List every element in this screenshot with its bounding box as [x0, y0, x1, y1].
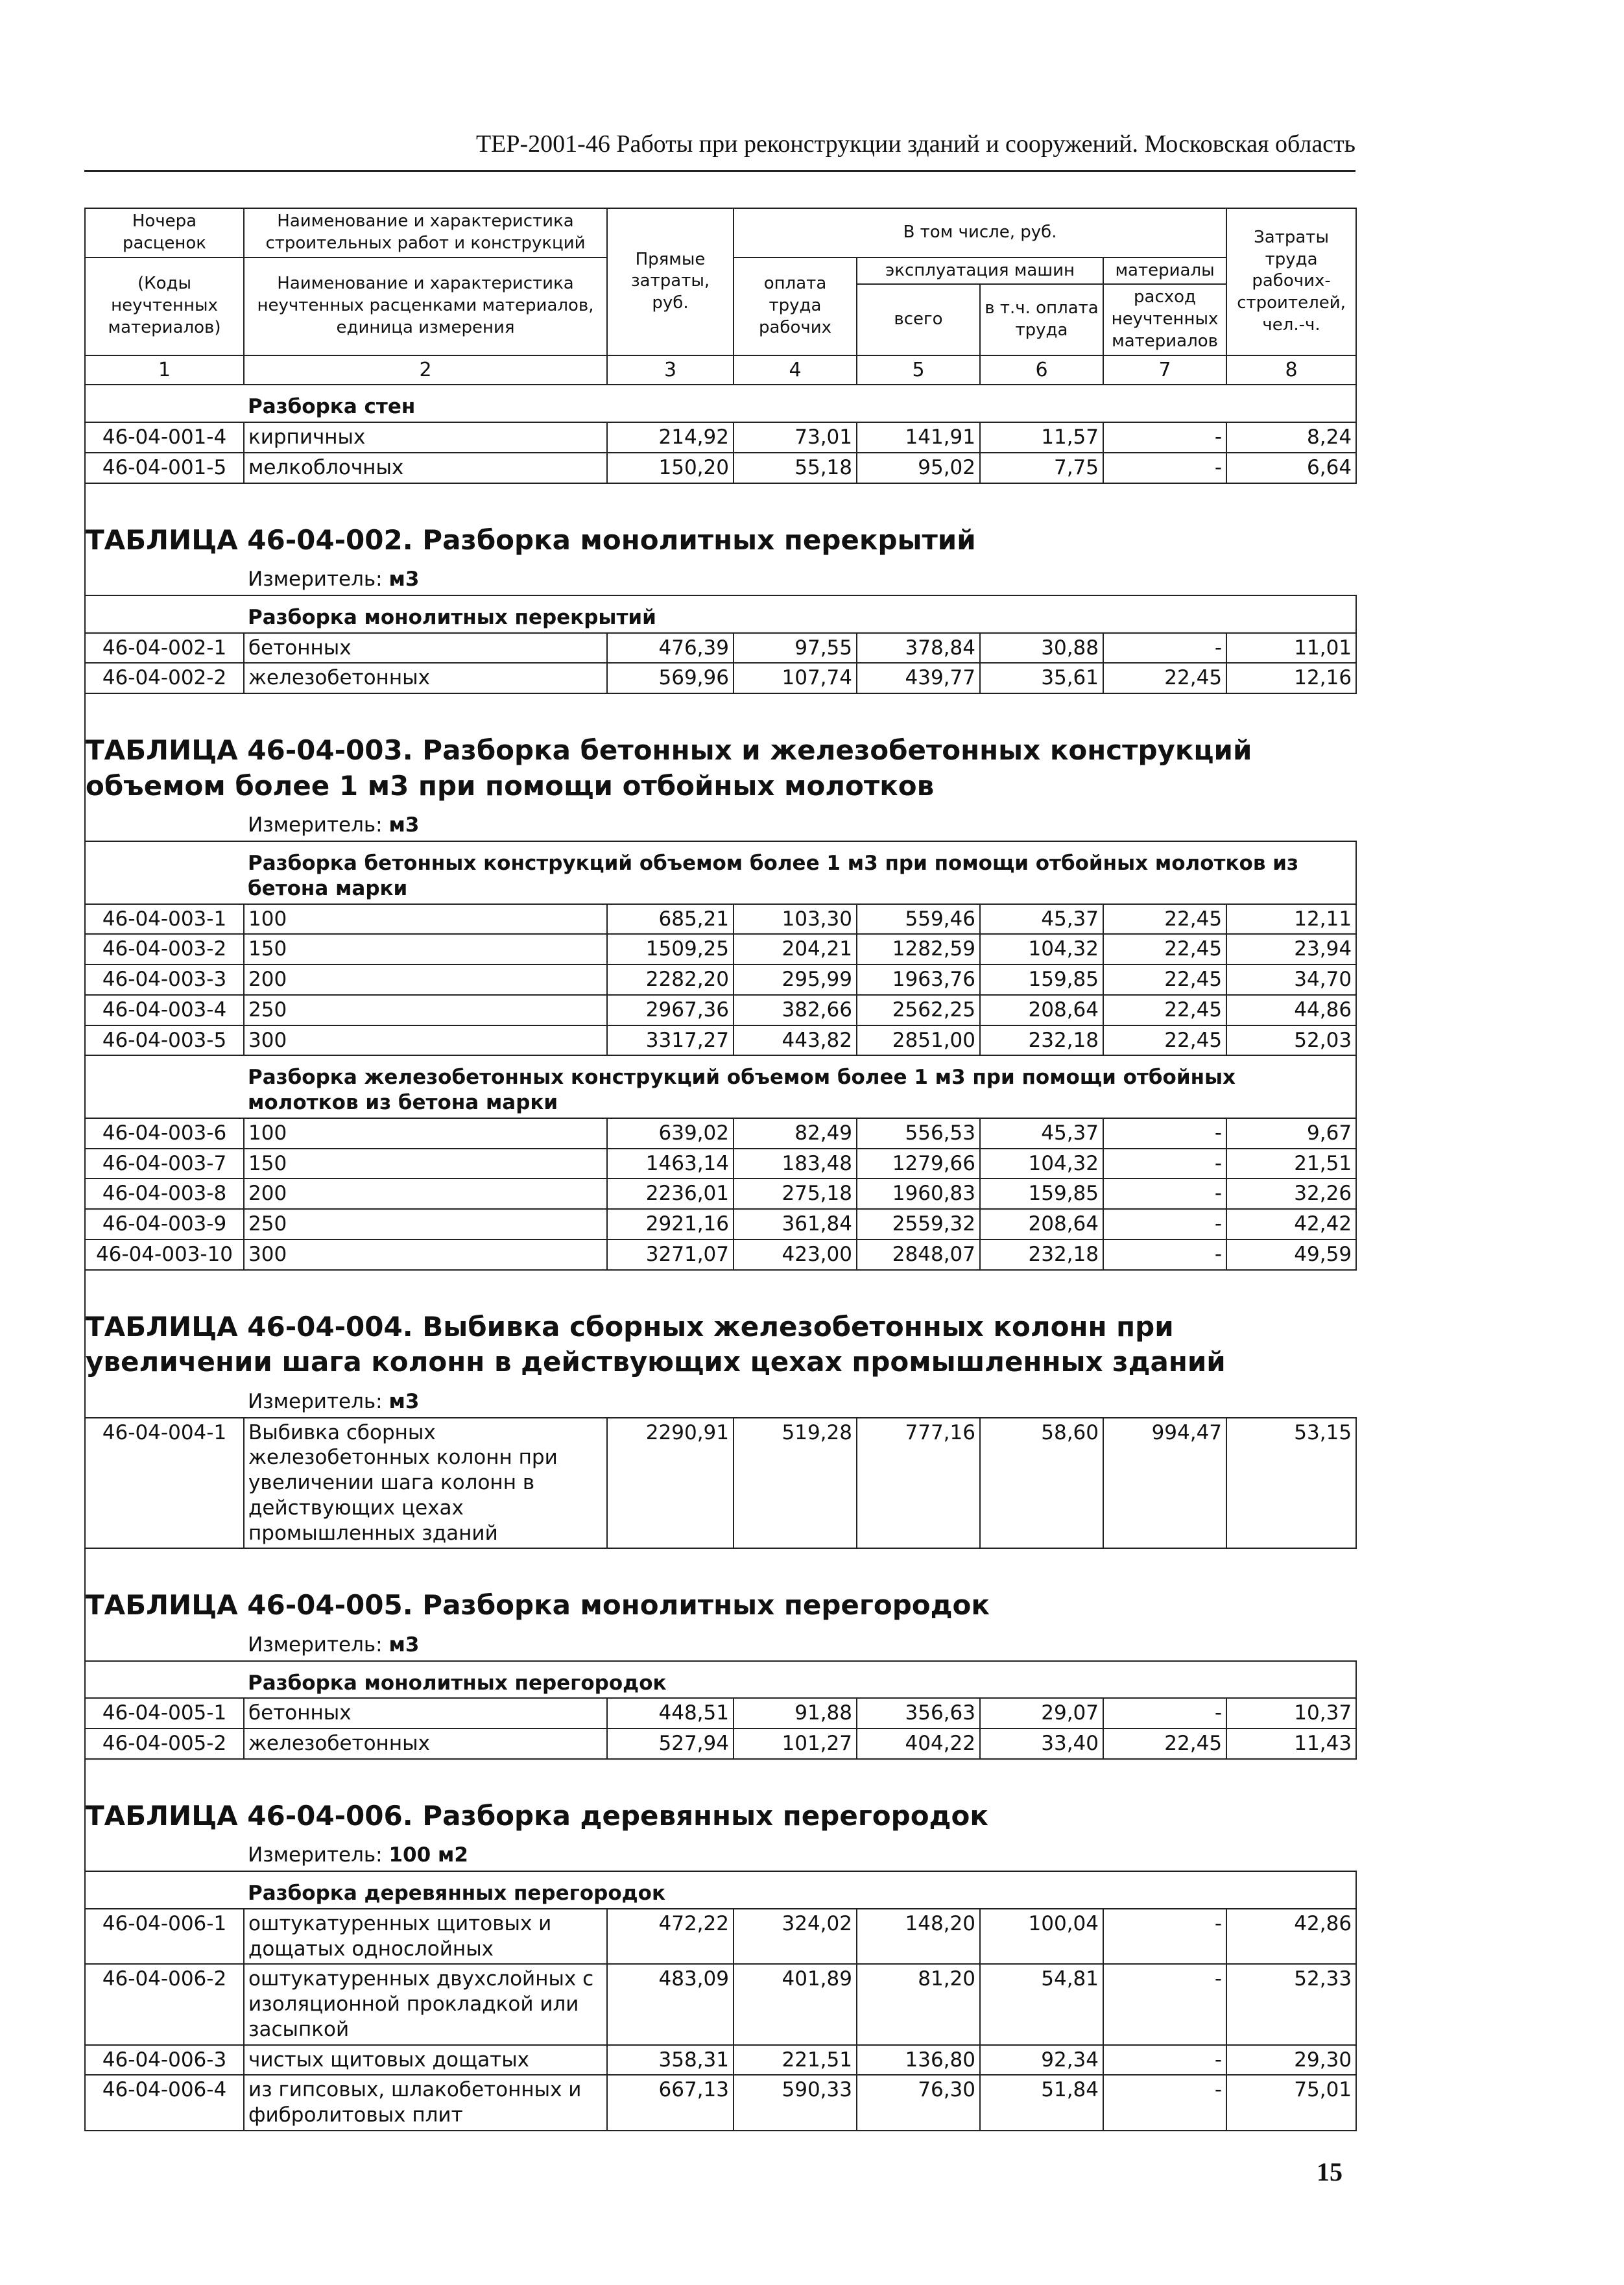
table-row [85, 1729, 1356, 1759]
rate-code: 46-04-006-3 [85, 2045, 244, 2076]
rate-code: 46-04-003-4 [85, 995, 244, 1025]
machines-wages: 232,18 [980, 1025, 1103, 1056]
col-code-bottom: (Коды неучтенных материалов) [85, 257, 244, 355]
table-title-row [85, 514, 1356, 562]
section-row [85, 841, 1356, 904]
table-row [85, 2045, 1356, 2076]
section-blank [85, 1661, 244, 1699]
rate-code: 46-04-003-2 [85, 934, 244, 964]
meter [85, 1627, 1356, 1661]
meter [85, 562, 1356, 595]
direct-costs: 569,96 [607, 663, 734, 693]
materials-spend: - [1103, 2075, 1226, 2131]
worker-wages: 55,18 [734, 453, 857, 483]
labor-costs: 11,43 [1226, 1729, 1356, 1759]
direct-costs: 685,21 [607, 904, 734, 935]
rate-code: 46-04-002-1 [85, 633, 244, 664]
table-row [85, 2075, 1356, 2131]
direct-costs: 527,94 [607, 1729, 734, 1759]
direct-costs: 476,39 [607, 633, 734, 664]
labor-costs: 42,86 [1226, 1909, 1356, 1965]
rate-code: 46-04-002-2 [85, 663, 244, 693]
worker-wages: 519,28 [734, 1418, 857, 1549]
worker-wages: 443,82 [734, 1025, 857, 1056]
table-title: ТАБЛИЦА 46-04-005. Разборка монолитных перегородок [85, 1579, 1356, 1627]
machines-total: 378,84 [857, 633, 980, 664]
table-row [85, 422, 1356, 453]
machines-total: 141,91 [857, 422, 980, 453]
section-blank [85, 1871, 244, 1909]
table-header [85, 208, 1356, 385]
worker-wages: 82,49 [734, 1118, 857, 1149]
machines-total: 404,22 [857, 1729, 980, 1759]
machines-total: 81,20 [857, 1964, 980, 2044]
work-name: 100 [244, 1118, 607, 1149]
work-name: 300 [244, 1025, 607, 1056]
meter-unit: м3 [388, 813, 420, 837]
section-row [85, 1661, 1356, 1699]
col-direct: Прямые затраты, руб. [607, 208, 734, 355]
machines-wages: 30,88 [980, 633, 1103, 664]
table-row [85, 633, 1356, 664]
meter-row [85, 808, 1356, 841]
meter-label: Измеритель: [248, 1633, 383, 1657]
machines-total: 1279,66 [857, 1149, 980, 1179]
col-wages: оплата труда рабочих [734, 257, 857, 355]
worker-wages: 101,27 [734, 1729, 857, 1759]
machines-wages: 45,37 [980, 904, 1103, 935]
table-gap-row [85, 693, 1356, 724]
meter-row [85, 562, 1356, 595]
meter-row [85, 1384, 1356, 1418]
labor-costs: 49,59 [1226, 1239, 1356, 1270]
table-row [85, 934, 1356, 964]
worker-wages: 324,02 [734, 1909, 857, 1965]
materials-spend: - [1103, 1149, 1226, 1179]
materials-spend: - [1103, 1698, 1226, 1729]
table-row [85, 1118, 1356, 1149]
section-title: Разборка железобетонных конструкций объемом более 1 м3 при помощи отбойных молотков из бетона марки [244, 1055, 1356, 1118]
labor-costs: 23,94 [1226, 934, 1356, 964]
machines-wages: 159,85 [980, 1178, 1103, 1209]
running-header: ТЕР-2001-46 Работы при реконструкции зданий и сооружений. Московская область [475, 130, 1355, 158]
table-gap-row [85, 1759, 1356, 1789]
worker-wages: 103,30 [734, 904, 857, 935]
work-name: 100 [244, 904, 607, 935]
labor-costs: 9,67 [1226, 1118, 1356, 1149]
machines-total: 2559,32 [857, 1209, 980, 1239]
work-name: 250 [244, 1209, 607, 1239]
machines-total: 95,02 [857, 453, 980, 483]
labor-costs: 32,26 [1226, 1178, 1356, 1209]
machines-wages: 7,75 [980, 453, 1103, 483]
rate-code: 46-04-003-9 [85, 1209, 244, 1239]
meter-unit: м3 [388, 1633, 420, 1657]
machines-wages: 33,40 [980, 1729, 1103, 1759]
section-blank [85, 595, 244, 633]
rate-code: 46-04-005-1 [85, 1698, 244, 1729]
table-gap [85, 1548, 1356, 1579]
document-body [84, 208, 1355, 2131]
machines-total: 2851,00 [857, 1025, 980, 1056]
column-index: 8 [1226, 355, 1356, 385]
column-index-row [85, 355, 1356, 385]
table-row [85, 1909, 1356, 1965]
table-gap-row [85, 1270, 1356, 1300]
work-name: оштукатуренных двухслойных с изоляционной прокладкой или засыпкой [244, 1964, 607, 2044]
column-index: 4 [734, 355, 857, 385]
work-name: чистых щитовых дощатых [244, 2045, 607, 2076]
section-title: Разборка деревянных перегородок [244, 1871, 1356, 1909]
meter-label: Измеритель: [248, 1843, 383, 1867]
table-title-row [85, 724, 1356, 808]
direct-costs: 2967,36 [607, 995, 734, 1025]
labor-costs: 12,16 [1226, 663, 1356, 693]
machines-total: 76,30 [857, 2075, 980, 2131]
work-name: 150 [244, 934, 607, 964]
work-name: бетонных [244, 633, 607, 664]
section-title: Разборка монолитных перегородок [244, 1661, 1356, 1699]
table-gap [85, 1270, 1356, 1300]
work-name: бетонных [244, 1698, 607, 1729]
materials-spend: - [1103, 633, 1226, 664]
direct-costs: 667,13 [607, 2075, 734, 2131]
machines-total: 556,53 [857, 1118, 980, 1149]
column-index: 1 [85, 355, 244, 385]
machines-wages: 92,34 [980, 2045, 1103, 2076]
machines-total: 2562,25 [857, 995, 980, 1025]
worker-wages: 382,66 [734, 995, 857, 1025]
machines-wages: 29,07 [980, 1698, 1103, 1729]
col-name-bottom: Наименование и характеристика неучтенных расценками материалов, единица измерения [244, 257, 607, 355]
machines-total: 136,80 [857, 2045, 980, 2076]
table-row [85, 1209, 1356, 1239]
table-gap-row [85, 1548, 1356, 1579]
worker-wages: 91,88 [734, 1698, 857, 1729]
direct-costs: 2921,16 [607, 1209, 734, 1239]
worker-wages: 221,51 [734, 2045, 857, 2076]
worker-wages: 97,55 [734, 633, 857, 664]
labor-costs: 52,33 [1226, 1964, 1356, 2044]
machines-total: 1960,83 [857, 1178, 980, 1209]
col-name-top: Наименование и характеристика строительных работ и конструкций [244, 208, 607, 257]
meter-label: Измеритель: [248, 568, 383, 592]
work-name: 200 [244, 964, 607, 995]
table-title-row [85, 1579, 1356, 1627]
column-index: 6 [980, 355, 1103, 385]
worker-wages: 204,21 [734, 934, 857, 964]
worker-wages: 275,18 [734, 1178, 857, 1209]
rate-code: 46-04-006-4 [85, 2075, 244, 2131]
work-name: Выбивка сборных железобетонных колонн при увеличении шага колонн в действующих цехах промышленных зданий [244, 1418, 607, 1549]
worker-wages: 423,00 [734, 1239, 857, 1270]
worker-wages: 590,33 [734, 2075, 857, 2131]
col-machines-total: всего [857, 284, 980, 355]
machines-total: 2848,07 [857, 1239, 980, 1270]
labor-costs: 52,03 [1226, 1025, 1356, 1056]
table-gap [85, 693, 1356, 724]
work-name: железобетонных [244, 1729, 607, 1759]
table-row [85, 1149, 1356, 1179]
work-name: 300 [244, 1239, 607, 1270]
direct-costs: 3271,07 [607, 1239, 734, 1270]
table-gap [85, 483, 1356, 514]
machines-wages: 104,32 [980, 1149, 1103, 1179]
labor-costs: 12,11 [1226, 904, 1356, 935]
materials-spend: 22,45 [1103, 904, 1226, 935]
table-row [85, 1698, 1356, 1729]
work-name: 150 [244, 1149, 607, 1179]
meter-unit: м3 [388, 568, 420, 592]
machines-wages: 159,85 [980, 964, 1103, 995]
section-blank [85, 841, 244, 904]
column-index: 2 [244, 355, 607, 385]
table-body [85, 385, 1356, 2131]
column-index: 5 [857, 355, 980, 385]
table-title: ТАБЛИЦА 46-04-003. Разборка бетонных и железобетонных конструкций объемом более 1 м3 при помощи отбойных молотков [85, 724, 1356, 808]
table-row [85, 904, 1356, 935]
materials-spend: - [1103, 1964, 1226, 2044]
table-title: ТАБЛИЦА 46-04-002. Разборка монолитных перекрытий [85, 514, 1356, 562]
direct-costs: 472,22 [607, 1909, 734, 1965]
section-title: Разборка монолитных перекрытий [244, 595, 1356, 633]
column-index: 7 [1103, 355, 1226, 385]
labor-costs: 42,42 [1226, 1209, 1356, 1239]
rate-code: 46-04-004-1 [85, 1418, 244, 1549]
machines-total: 559,46 [857, 904, 980, 935]
meter-unit: м3 [388, 1389, 420, 1413]
worker-wages: 73,01 [734, 422, 857, 453]
direct-costs: 2282,20 [607, 964, 734, 995]
direct-costs: 2236,01 [607, 1178, 734, 1209]
rate-code: 46-04-003-3 [85, 964, 244, 995]
direct-costs: 3317,27 [607, 1025, 734, 1056]
work-name: оштукатуренных щитовых и дощатых однослойных [244, 1909, 607, 1965]
meter-label: Измеритель: [248, 813, 383, 837]
materials-spend: 994,47 [1103, 1418, 1226, 1549]
col-labor: Затраты труда рабочих-строителей, чел.-ч. [1226, 208, 1356, 355]
section-blank [85, 385, 244, 422]
meter [85, 1384, 1356, 1418]
worker-wages: 295,99 [734, 964, 857, 995]
page-number: 15 [1317, 2157, 1343, 2186]
rate-code: 46-04-005-2 [85, 1729, 244, 1759]
materials-spend: - [1103, 422, 1226, 453]
rate-code: 46-04-006-1 [85, 1909, 244, 1965]
table-gap-row [85, 483, 1356, 514]
table-title-row [85, 1300, 1356, 1384]
section-row [85, 595, 1356, 633]
rate-code: 46-04-006-2 [85, 1964, 244, 2044]
worker-wages: 183,48 [734, 1149, 857, 1179]
machines-wages: 100,04 [980, 1909, 1103, 1965]
machines-wages: 58,60 [980, 1418, 1103, 1549]
machines-total: 777,16 [857, 1418, 980, 1549]
machines-wages: 232,18 [980, 1239, 1103, 1270]
labor-costs: 6,64 [1226, 453, 1356, 483]
machines-wages: 54,81 [980, 1964, 1103, 2044]
table-row [85, 1178, 1356, 1209]
work-name: кирпичных [244, 422, 607, 453]
labor-costs: 21,51 [1226, 1149, 1356, 1179]
direct-costs: 2290,91 [607, 1418, 734, 1549]
machines-total: 148,20 [857, 1909, 980, 1965]
section-row [85, 1055, 1356, 1118]
col-machines: эксплуатация машин [857, 257, 1103, 285]
work-name: 200 [244, 1178, 607, 1209]
materials-spend: - [1103, 1209, 1226, 1239]
materials-spend: 22,45 [1103, 1729, 1226, 1759]
worker-wages: 401,89 [734, 1964, 857, 2044]
machines-wages: 45,37 [980, 1118, 1103, 1149]
labor-costs: 11,01 [1226, 633, 1356, 664]
section-row [85, 385, 1356, 422]
machines-wages: 104,32 [980, 934, 1103, 964]
section-title: Разборка бетонных конструкций объемом более 1 м3 при помощи отбойных молотков из бетона марки [244, 841, 1356, 904]
work-name: мелкоблочных [244, 453, 607, 483]
rate-code: 46-04-003-1 [85, 904, 244, 935]
materials-spend: 22,45 [1103, 1025, 1226, 1056]
table-row [85, 453, 1356, 483]
rate-code: 46-04-003-7 [85, 1149, 244, 1179]
direct-costs: 150,20 [607, 453, 734, 483]
col-incl: В том числе, руб. [734, 208, 1226, 257]
meter-row [85, 1837, 1356, 1871]
worker-wages: 361,84 [734, 1209, 857, 1239]
labor-costs: 75,01 [1226, 2075, 1356, 2131]
rates-table [84, 208, 1357, 2131]
machines-total: 1963,76 [857, 964, 980, 995]
machines-total: 356,63 [857, 1698, 980, 1729]
labor-costs: 8,24 [1226, 422, 1356, 453]
col-machines-wages: в т.ч. оплата труда [980, 284, 1103, 355]
direct-costs: 448,51 [607, 1698, 734, 1729]
direct-costs: 1463,14 [607, 1149, 734, 1179]
materials-spend: - [1103, 2045, 1226, 2076]
direct-costs: 639,02 [607, 1118, 734, 1149]
machines-wages: 35,61 [980, 663, 1103, 693]
col-materials: материалы [1103, 257, 1226, 285]
table-row [85, 995, 1356, 1025]
materials-spend: - [1103, 453, 1226, 483]
table-title-row [85, 1789, 1356, 1838]
materials-spend: - [1103, 1118, 1226, 1149]
section-row [85, 1871, 1356, 1909]
labor-costs: 53,15 [1226, 1418, 1356, 1549]
rate-code: 46-04-003-10 [85, 1239, 244, 1270]
column-index: 3 [607, 355, 734, 385]
table-gap [85, 1759, 1356, 1789]
materials-spend: - [1103, 1239, 1226, 1270]
rate-code: 46-04-003-6 [85, 1118, 244, 1149]
col-materials-spend: расход неучтенных материалов [1103, 284, 1226, 355]
header-rule [84, 170, 1355, 172]
table-row [85, 663, 1356, 693]
meter-row [85, 1627, 1356, 1661]
table-row [85, 1418, 1356, 1549]
direct-costs: 1509,25 [607, 934, 734, 964]
table-row [85, 1025, 1356, 1056]
direct-costs: 358,31 [607, 2045, 734, 2076]
materials-spend: 22,45 [1103, 995, 1226, 1025]
labor-costs: 29,30 [1226, 2045, 1356, 2076]
table-row [85, 1239, 1356, 1270]
machines-wages: 208,64 [980, 1209, 1103, 1239]
direct-costs: 483,09 [607, 1964, 734, 2044]
materials-spend: - [1103, 1178, 1226, 1209]
materials-spend: 22,45 [1103, 934, 1226, 964]
table-row [85, 1964, 1356, 2044]
work-name: железобетонных [244, 663, 607, 693]
col-code-top: Ночера расценок [85, 208, 244, 257]
table-title: ТАБЛИЦА 46-04-004. Выбивка сборных железобетонных колонн при увеличении шага колонн в действующих цехах промышленных зданий [85, 1300, 1356, 1384]
rate-code: 46-04-001-5 [85, 453, 244, 483]
machines-wages: 208,64 [980, 995, 1103, 1025]
section-title: Разборка стен [244, 385, 1356, 422]
machines-wages: 51,84 [980, 2075, 1103, 2131]
meter-unit: 100 м2 [388, 1843, 468, 1867]
table-row [85, 964, 1356, 995]
direct-costs: 214,92 [607, 422, 734, 453]
labor-costs: 44,86 [1226, 995, 1356, 1025]
labor-costs: 10,37 [1226, 1698, 1356, 1729]
table-title: ТАБЛИЦА 46-04-006. Разборка деревянных перегородок [85, 1789, 1356, 1838]
meter [85, 1837, 1356, 1871]
meter [85, 808, 1356, 841]
machines-total: 439,77 [857, 663, 980, 693]
machines-wages: 11,57 [980, 422, 1103, 453]
section-blank [85, 1055, 244, 1118]
work-name: 250 [244, 995, 607, 1025]
materials-spend: 22,45 [1103, 964, 1226, 995]
worker-wages: 107,74 [734, 663, 857, 693]
machines-total: 1282,59 [857, 934, 980, 964]
rate-code: 46-04-001-4 [85, 422, 244, 453]
labor-costs: 34,70 [1226, 964, 1356, 995]
materials-spend: 22,45 [1103, 663, 1226, 693]
work-name: из гипсовых, шлакобетонных и фибролитовых плит [244, 2075, 607, 2131]
meter-label: Измеритель: [248, 1389, 383, 1413]
rate-code: 46-04-003-5 [85, 1025, 244, 1056]
materials-spend: - [1103, 1909, 1226, 1965]
rate-code: 46-04-003-8 [85, 1178, 244, 1209]
